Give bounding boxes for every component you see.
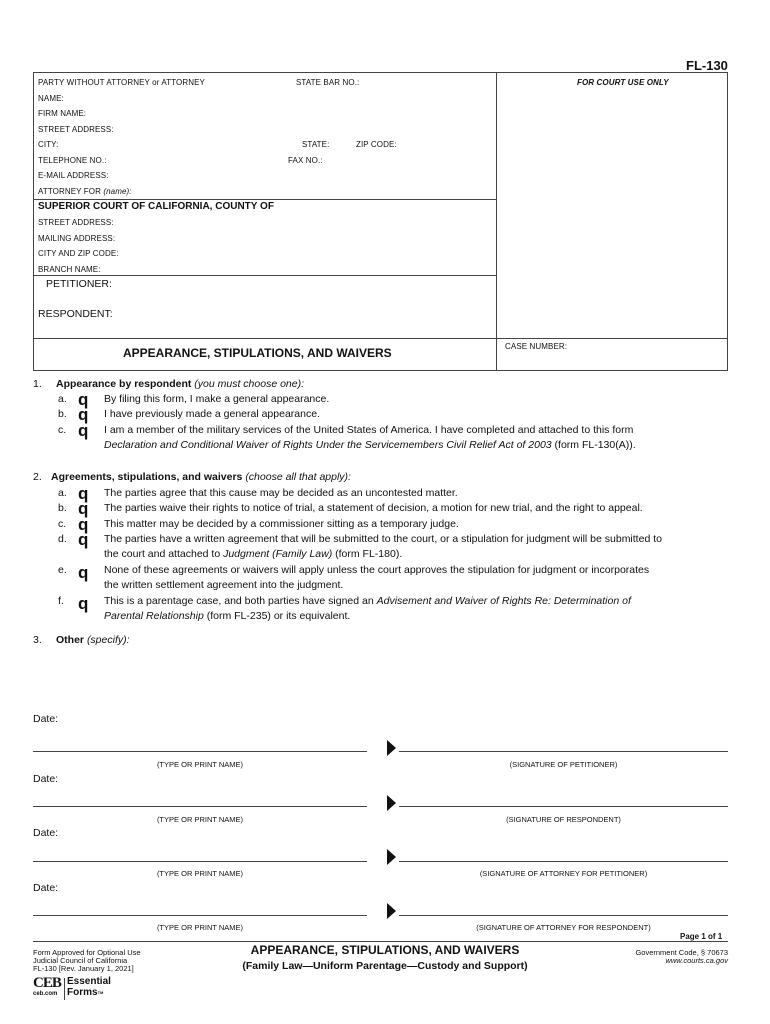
attorney-for-label — [38, 187, 132, 196]
section2-f-start: This is a parentage case, and both parties have signed an — [104, 595, 377, 607]
essential-logo-text: Essential — [67, 976, 111, 987]
footer-title: APPEARANCE, STIPULATIONS, AND WAIVERS — [250, 943, 520, 957]
section2-note: (choose all that apply): — [245, 471, 351, 483]
attorney-for-italic: (name): — [103, 187, 132, 196]
email-label: E-MAIL ADDRESS: — [38, 171, 109, 180]
section2-d-checkbox[interactable]: q — [78, 530, 89, 549]
section2-c-checkbox[interactable]: q — [78, 515, 89, 534]
logo-divider — [64, 978, 65, 1000]
section1-c-italic: Declaration and Conditional Waiver of Rights Under the Servicemembers Civil Relief Act of 2003 — [104, 439, 552, 451]
court-street-label: STREET ADDRESS: — [38, 218, 114, 227]
party-label: PARTY WITHOUT ATTORNEY or ATTORNEY — [38, 78, 205, 87]
section1-c-text: I am a member of the military services of the United States of America. I have completed and attached to this form — [104, 424, 634, 436]
section1-c-end: (form FL-130(A)). — [551, 439, 636, 451]
date-label-2: Date: — [33, 773, 59, 785]
section1-a-checkbox[interactable]: q — [78, 390, 89, 409]
name-line-3[interactable] — [33, 861, 367, 862]
signature-caption-3: (SIGNATURE OF ATTORNEY FOR PETITIONER) — [479, 869, 648, 878]
section2-d-letter: d. — [58, 533, 67, 545]
street-label: STREET ADDRESS: — [38, 125, 114, 134]
other-specify-area[interactable] — [104, 650, 724, 705]
fax-label: FAX NO.: — [288, 156, 323, 165]
telephone-label: TELEPHONE NO.: — [38, 156, 107, 165]
section2-e-text: None of these agreements or waivers will apply unless the court approves the stipulation for judgment or incorporates — [104, 564, 650, 576]
type-name-caption-3: (TYPE OR PRINT NAME) — [156, 869, 244, 878]
section2-a-text: The parties agree that this cause may be decided as an uncontested matter. — [104, 487, 458, 499]
zip-label: ZIP CODE: — [356, 140, 397, 149]
name-line-4[interactable] — [33, 915, 367, 916]
section1-a-text: By filing this form, I make a general appearance. — [104, 393, 330, 405]
section1-c-checkbox[interactable]: q — [78, 421, 89, 440]
section2-f-letter: f. — [58, 595, 64, 607]
form-number: FL-130 — [686, 58, 728, 73]
type-name-caption-4: (TYPE OR PRINT NAME) — [156, 923, 244, 932]
section1-b-letter: b. — [58, 408, 67, 420]
section1-b-checkbox[interactable]: q — [78, 405, 89, 424]
court-title: SUPERIOR COURT OF CALIFORNIA, COUNTY OF — [38, 201, 274, 212]
city-label: CITY: — [38, 140, 59, 149]
section3-title: Other — [56, 634, 85, 646]
website: www.courts.ca.gov — [665, 956, 728, 965]
attorney-for-text: ATTORNEY FOR — [38, 187, 101, 196]
respondent-label: RESPONDENT: — [38, 308, 113, 320]
section2-e-letter: e. — [58, 564, 67, 576]
section2-a-letter: a. — [58, 487, 67, 499]
petitioner-label: PETITIONER: — [46, 278, 112, 290]
section2-d-text: The parties have a written agreement that will be submitted to the court, or a stipulation for judgment will be submitted to — [104, 533, 662, 545]
approved-line-2: Judicial Council of California — [33, 956, 128, 965]
name-label: NAME: — [38, 94, 64, 103]
section1-c-text-line2 — [104, 438, 636, 453]
signature-arrow-icon-3 — [387, 849, 396, 865]
signature-caption-2: (SIGNATURE OF RESPONDENT) — [506, 815, 621, 824]
section2-b-text: The parties waive their rights to notice of trial, a statement of decision, a motion for new trial, and the right to appeal. — [104, 502, 643, 514]
section2-c-text: This matter may be decided by a commissioner sitting as a temporary judge. — [104, 518, 459, 530]
section1-note: (you must choose one): — [194, 378, 305, 390]
section1-title: Appearance by respondent — [56, 378, 192, 390]
title-divider — [33, 338, 728, 339]
court-use-divider — [496, 72, 497, 371]
signature-arrow-icon-1 — [387, 740, 396, 756]
section2-e-text-line2: the written settlement agreement into the judgment. — [104, 579, 344, 591]
date-label-3: Date: — [33, 827, 59, 839]
forms-logo-row — [67, 987, 111, 998]
date-label-4: Date: — [33, 882, 59, 894]
section3-heading — [56, 633, 130, 648]
firm-label: FIRM NAME: — [38, 109, 87, 118]
section2-f-text-line2 — [104, 609, 350, 624]
footer-divider — [33, 941, 728, 942]
signature-line-4[interactable] — [399, 915, 728, 916]
section1-number: 1. — [33, 378, 42, 390]
name-line-2[interactable] — [33, 806, 367, 807]
signature-line-2[interactable] — [399, 806, 728, 807]
section3-number: 3. — [33, 634, 42, 646]
section1-b-text: I have previously made a general appearance. — [104, 408, 320, 420]
section2-b-checkbox[interactable]: q — [78, 499, 89, 518]
court-branch-label: BRANCH NAME: — [38, 265, 101, 274]
ceb-logo-sub: ceb.com — [33, 991, 58, 997]
approved-line-3: FL-130 [Rev. January 1, 2021] — [33, 964, 134, 973]
signature-caption-4: (SIGNATURE OF ATTORNEY FOR RESPONDENT) — [476, 923, 651, 932]
section1-heading — [56, 377, 304, 392]
caption-box — [33, 72, 728, 371]
footer-subtitle: (Family Law—Uniform Parentage—Custody and Support) — [242, 960, 528, 972]
essential-forms-logo — [67, 976, 111, 998]
signature-arrow-icon-2 — [387, 795, 396, 811]
section2-e-checkbox[interactable]: q — [78, 563, 89, 582]
signature-line-3[interactable] — [399, 861, 728, 862]
section2-number: 2. — [33, 471, 42, 483]
section2-d-italic: Judgment (Family Law) — [223, 548, 333, 560]
state-label: STATE: — [302, 140, 330, 149]
form-title: APPEARANCE, STIPULATIONS, AND WAIVERS — [123, 346, 392, 360]
section1-a-letter: a. — [58, 393, 67, 405]
court-use-label: FOR COURT USE ONLY — [577, 78, 669, 87]
section2-f-italic: Advisement and Waiver of Rights Re: Determination of — [376, 595, 631, 607]
court-divider — [33, 275, 496, 276]
section2-c-letter: c. — [58, 518, 67, 530]
section2-f-text — [104, 594, 631, 609]
court-mailing-label: MAILING ADDRESS: — [38, 234, 116, 243]
page-indicator: Page 1 of 1 — [680, 932, 723, 941]
signature-arrow-icon-4 — [387, 903, 396, 919]
section2-d-start: the court and attached to — [104, 548, 224, 560]
gov-code: Government Code, § 70673 — [635, 948, 728, 957]
section2-a-checkbox[interactable]: q — [78, 484, 89, 503]
type-name-caption-2: (TYPE OR PRINT NAME) — [156, 815, 244, 824]
state-bar-label: STATE BAR NO.: — [296, 78, 360, 87]
forms-logo-tm: TM — [97, 990, 104, 995]
section2-d-end: (form FL-180). — [332, 548, 403, 560]
approved-line-1: Form Approved for Optional Use — [33, 948, 141, 957]
section3-note: (specify): — [86, 634, 130, 646]
section2-f-checkbox[interactable]: q — [78, 594, 89, 613]
section2-f-italic2: Parental Relationship — [104, 610, 204, 622]
name-line-1[interactable] — [33, 751, 367, 752]
forms-logo-text: Forms — [67, 987, 98, 998]
ceb-logo — [33, 976, 63, 1000]
section1-c-letter: c. — [58, 424, 67, 436]
section2-heading — [51, 470, 351, 485]
section2-b-letter: b. — [58, 502, 67, 514]
section2-d-text-line2 — [104, 547, 402, 562]
attorney-divider — [33, 199, 496, 200]
case-number-label: CASE NUMBER: — [505, 342, 568, 351]
type-name-caption-1: (TYPE OR PRINT NAME) — [156, 760, 244, 769]
signature-caption-1: (SIGNATURE OF PETITIONER) — [509, 760, 618, 769]
ceb-logo-text: CEB — [33, 975, 61, 991]
section2-f-end: (form FL-235) or its equivalent. — [203, 610, 351, 622]
signature-line-1[interactable] — [399, 751, 728, 752]
date-label-1: Date: — [33, 713, 59, 725]
court-city-zip-label: CITY AND ZIP CODE: — [38, 249, 119, 258]
section2-title: Agreements, stipulations, and waivers — [51, 471, 243, 483]
